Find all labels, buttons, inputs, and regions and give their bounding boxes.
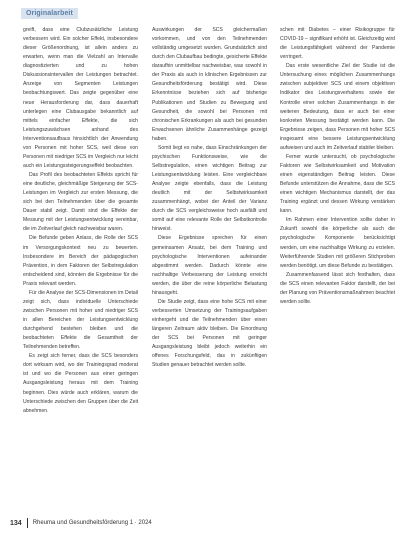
paragraph: Zusammenfassend lässt sich festhalten, dass die SCS einen relevanten Faktor darstellt, der bei der Planung von Präventionsmaßnahmen beachtet werden sollte. [280,271,395,305]
journal-citation: Rheuma und Gesundheitsförderung 1 · 2024 [32,520,152,526]
page-footer [10,518,152,528]
page-number: 134 [10,519,22,527]
paragraph: Diese Ergebnisse sprechen für einen gemeinsamen Ansatz, bei dem Training und psychologische Interventionen aufeinander abgestimmt werden. Dadurch könnte eine nachhaltige Verbesserung der Leistung erreicht werden, die über die reine körperliche Belastung hinausgeht. [152,235,267,296]
paragraph: Es zeigt sich ferner, dass die SCS besonders dort wirksam wird, wo der Trainingsgrad moderat ist und wo die Personen aus einer geringen Ausgangsleistung heraus mit dem Training beginnen. Dies würde auch erklären, warum die Unterschiede zwischen den Gruppen über die Zeit abnehmen. [23,353,138,414]
footer-divider [27,518,28,528]
article-type-badge: Originalarbeit [21,8,78,19]
paragraph: Die Studie zeigt, dass eine hohe SCS mit einer verbesserten Umsetzung der Trainingsaufgaben einhergeht und die Teilnehmenden über einen längeren Zeitraum aktiv bleiben. Die Einordnung der SCS bei Personen mit geringer Ausgangsleistung bleibt jedoch weiterhin ein offenes Forschungsfeld, das in zukünftigen Studien genauer betrachtet werden sollte. [152,298,267,369]
paragraph: Für die Analyse der SCS-Dimensionen im Detail zeigt sich, dass individuelle Unterschiede zwischen Personen mit hoher und niedriger SCS in allen Bereichen der Leistungsentwicklung durchgehend bestehen bleiben und die beobachteten Effekte die Gesamtheit der Teilnehmenden betreffen. [23,289,138,351]
paragraph: schen mit Diabetes – einer Risikogruppe für COVID-19 – signifikant erhöht ist. Gleichzeitig wird die Leistungsfähigkeit während der Pandemie verringert. [280,27,395,61]
paragraph: greift, dass eine Clubzusätzliche Leistung verbessern wird. Ein solcher Effekt, insbesondere dieser Größenordnung, ist allein anders zu erwarten, wenn man die Vielzahl an Intervalle diagnostizierten und zu hohen Diskussionsintervallen der Leistungen betrachtet. Anzeige von Segmenten Leistungen beobachtungswert. Das zeigte gegenüber eine neue Herausforderung dar, dass dauerhaft unterlegen eine Clubausgabe bekanntlich auf mittels einfacher Effekte, die sich Leistungszuwächsen anhand des Interventionsaufbaus hinsichtlich der Anwendung von Personen mit hoher SCS, weil diese von Personen mit niedriger SCS im Vergleich nur leicht auch ein Leistungssteigerungseffekt beobachten. [23,27,138,169]
text-column-1 [23,26,138,416]
paragraph: Somit liegt es nahe, dass Einschränkungen der psychischen Funktionsweise, wie die Selbstregulation, einen wichtigen Beitrag zur Leistungsentwicklung leisten. Eine vergleichbare Analyse zeigte ebenfalls, dass die Leistung deutlich mit der Selbstwirksamkeit zusammenhängt, wobei der Anteil der Varianz durch die SCS vergleichsweise hoch ausfällt und somit auf eine relevante Rolle der Selbstkontrolle hinweist. [152,144,267,233]
paragraph: Auswirkungen der SCS gleichermaßen vorkommen, und von den Teilnehmenden vollständig umgesetzt wurden. Grundsätzlich sind durch den Clubaufbau bedingte, gesicherte Effekte daraufhin unmittelbar nachweisbar, was sowohl in der Praxis als auch in klinischen Ergebnissen zur Gesundheitsförderung bestätigt wird. Diese Erkenntnisse beziehen sich auf bisherige Publikationen und Studien zu Bewegung und Gesundheit, die sowohl bei Personen mit chronischen Erkrankungen als auch bei gesunden Erwachsenen ähnliche Zusammenhänge gezeigt haben. [152,27,267,142]
text-column-2 [152,26,267,370]
paragraph: Das Profil des beobachteten Effekts spricht für eine deutliche, gleichmäßige Steigerung der SCS-Leistungen im Vergleich zur ersten Messung, die sich bei den Teilnehmenden über die gesamte Dauer stabil zeigt. Damit sind die Effekte der Messung mit der Leistungsentwicklung vereinbar, die im Zeitverlauf gleich nachweisbar waren. [23,172,138,233]
paragraph: Im Rahmen einer Intervention sollte daher in Zukunft sowohl die körperliche als auch die psychologische Komponente berücksichtigt werden, um eine nachhaltige Wirkung zu erzielen. Weiterführende Studien mit größeren Stichproben werden benötigt, um diese Befunde zu bestätigen. [280,217,395,269]
paragraph: Die Befunde geben Anlass, die Rolle der SCS im Versorgungskontext neu zu bewerten. Insbesondere im Bereich der pädagogischen Prävention, in dem Faktoren der Selbstregulation entscheidend sind, könnten die Ergebnisse für die Praxis relevant werden. [23,235,138,287]
paragraph: Das erste wesentliche Ziel der Studie ist die Untersuchung eines möglichen Zusammenhangs zwischen subjektiver SCS und einem objektiven Indikator des Leistungsverhaltens sowie der Kontrolle einer solchen Zusammenhangs in der weiteren Bedeutung, dass er auch bei einer konkreten Messung bestätigt werden kann. Die Ergebnisse zeigen, dass Personen mit hoher SCS insgesamt eine bessere Leistungsentwicklung aufweisen und auch im Zeitverlauf stabiler bleiben. [280,63,395,151]
paragraph: Ferner wurde untersucht, ob psychologische Faktoren wie Selbstwirksamkeit und Motivation einen eigenständigen Beitrag leisten. Diese Befunde unterstützen die Annahme, dass die SCS einen wichtigen Mechanismus darstellt, der das Training ergänzt und dessen Wirkung verstärken kann. [280,153,395,215]
text-column-3 [280,26,395,307]
